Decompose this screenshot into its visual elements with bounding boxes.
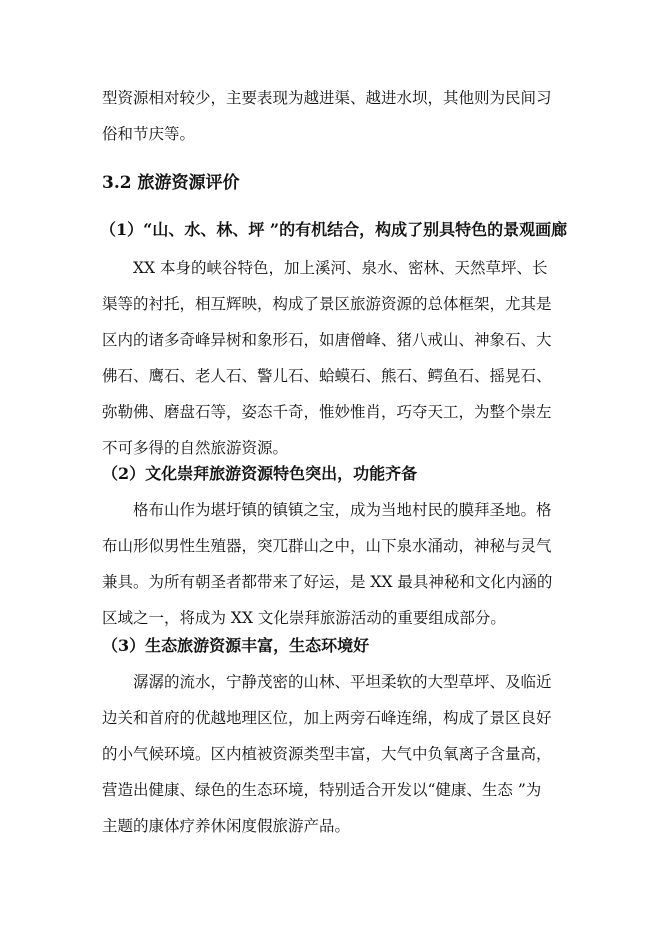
item-3-line: 营造出健康、绿色的生态环境，特别适合开发以“健康、生态 ”为 (102, 781, 542, 799)
item-1-line: 渠等的衬托，相互辉映，构成了景区旅游资源的总体框架，尤其是 (102, 295, 552, 313)
item-1-line: 弥勒佛、磨盘石等，姿态千奇，惟妙惟肖，巧夺天工，为整个崇左 (102, 403, 552, 421)
intro-line-1: 型资源相对较少，主要表现为越进渠、越进水坝，其他则为民间习 (102, 89, 552, 107)
item-1-heading: （1）“山、水、林、坪 ”的有机结合，构成了别具特色的景观画廊 (100, 220, 568, 239)
item-2-line: 布山形似男性生殖器，突兀群山之中，山下泉水涌动，神秘与灵气 (102, 537, 552, 555)
item-1-line: 区内的诸多奇峰异树和象形石，如唐僧峰、猪八戒山、神象石、大 (102, 331, 552, 349)
item-3-line: 潺潺的流水，宁静茂密的山林、平坦柔软的大型草坪、及临近 (133, 673, 552, 691)
item-1-line: 佛石、鹰石、老人石、警儿石、蛤蟆石、熊石、鳄鱼石、摇晃石、 (102, 367, 552, 385)
item-2-line: 格布山作为堪圩镇的镇镇之宝，成为当地村民的膜拜圣地。格 (133, 501, 552, 519)
item-1-line: 不可多得的自然旅游资源。 (102, 439, 289, 457)
item-3-heading: （3）生态旅游资源丰富，生态环境好 (102, 636, 370, 655)
item-3-line: 的小气候环境。区内植被资源类型丰富，大气中负氧离子含量高， (102, 745, 552, 763)
item-2-heading: （2）文化崇拜旅游资源特色突出，功能齐备 (102, 464, 418, 483)
intro-line-2: 俗和节庆等。 (102, 125, 196, 143)
item-2-line: 兼具。为所有朝圣者都带来了好运，是 XX 最具神秘和文化内涵的 (102, 573, 553, 591)
item-2-line: 区域之一，将成为 XX 文化崇拜旅游活动的重要组成部分。 (102, 609, 506, 627)
item-1-line: XX 本身的峡谷特色，加上溪河、泉水、密林、天然草坪、长 (133, 259, 548, 277)
section-title: 3.2 旅游资源评价 (102, 173, 240, 193)
item-3-line: 边关和首府的优越地理区位，加上两旁石峰连绵，构成了景区良好 (102, 709, 552, 727)
item-3-line: 主题的康体疗养休闲度假旅游产品。 (102, 817, 351, 835)
